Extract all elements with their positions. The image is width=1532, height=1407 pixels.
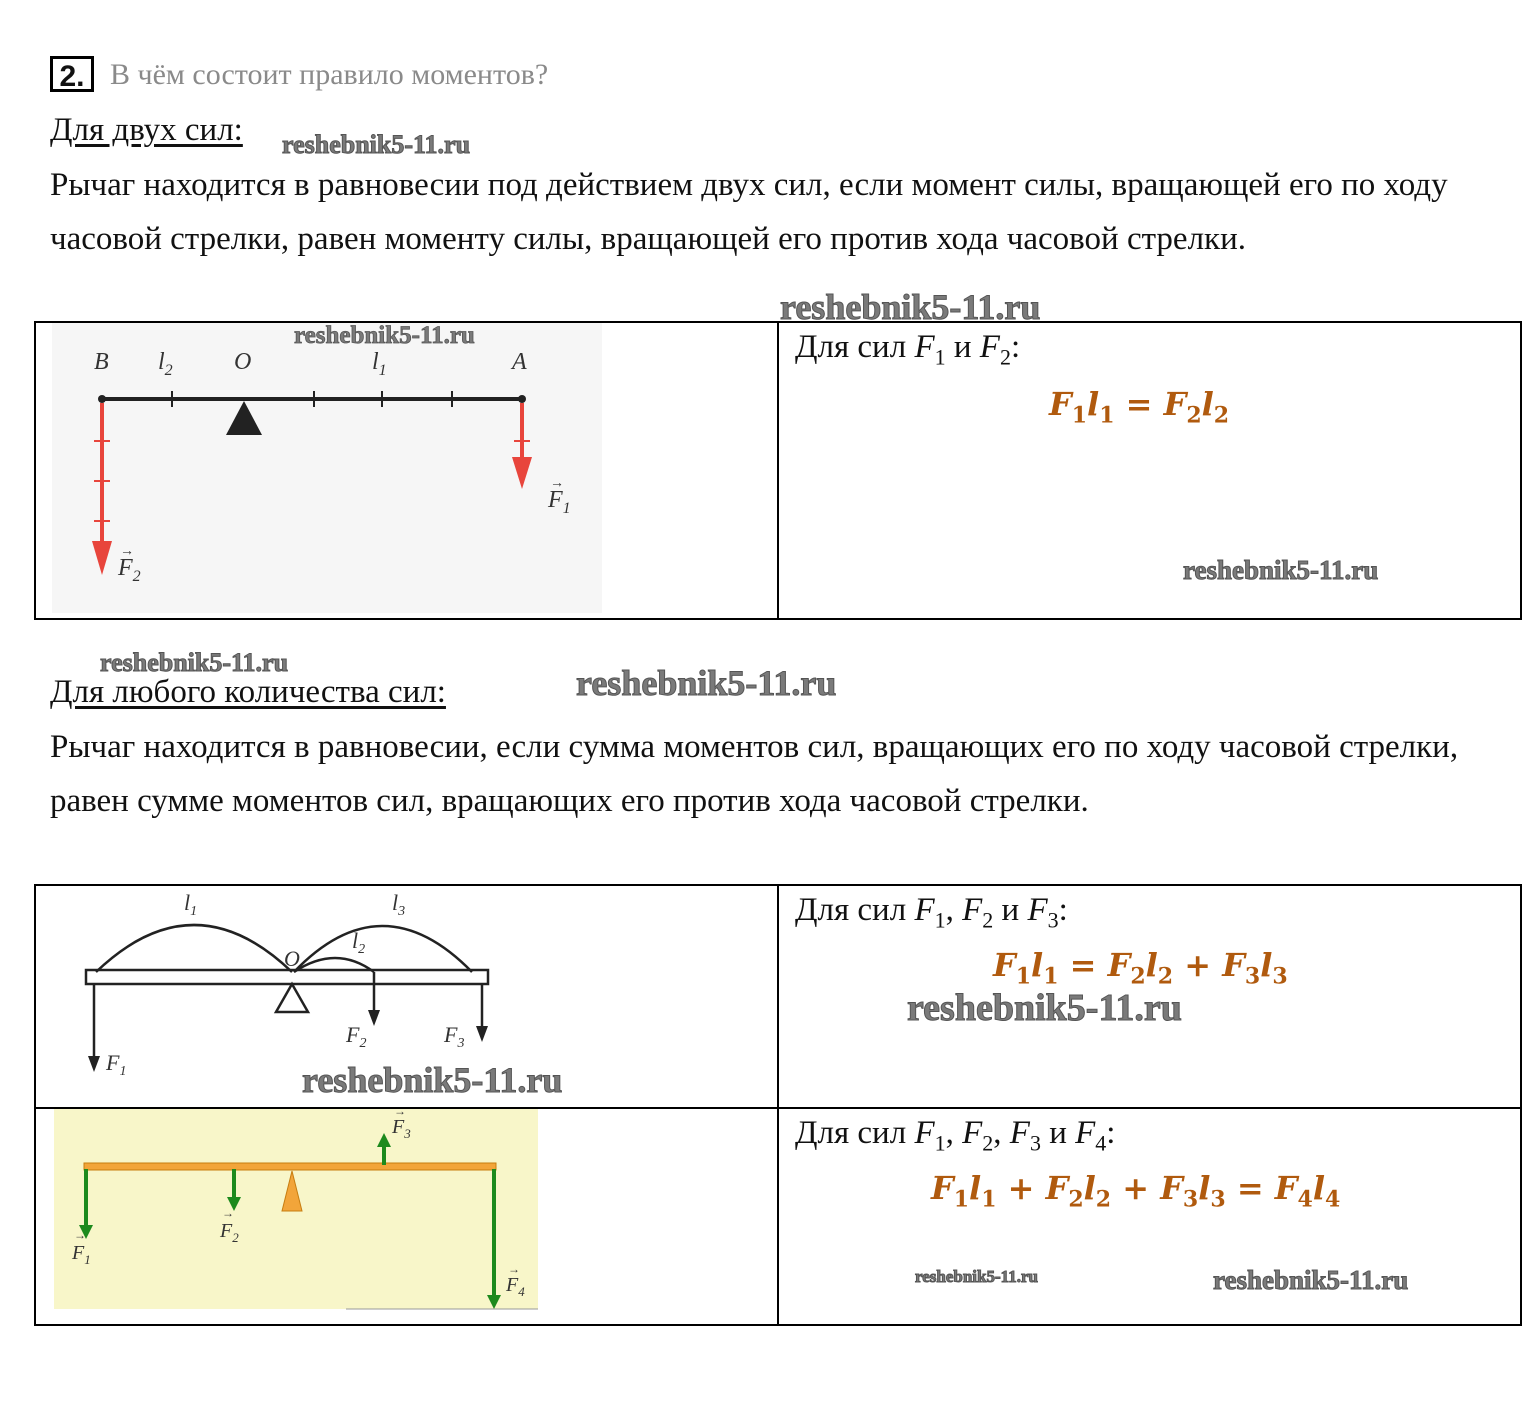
two-forces-table (34, 321, 1522, 620)
watermark: reshebnik5-11.ru (1183, 555, 1379, 585)
four-forces-formula: $F_1l_1 + F_2l_2 + F_3l_3 = F_4l_4$ (931, 1169, 1341, 1213)
label-f3: $F_3$ (392, 1116, 411, 1141)
two-forces-formula: $F_1l_1 = F_2l_2$ (1049, 385, 1230, 429)
lever-two-forces-diagram (36, 323, 777, 613)
label-f1: $F_1$ (548, 487, 571, 517)
any-forces-text: Рычаг находится в равновесии, если сумма моментов сил, вращающих его по ходу часовой стрелки, равен сумме моментов сил, вращающих его против хода часовой стрелки. (50, 729, 1459, 819)
any-forces-table (34, 884, 1522, 1326)
question-number: 2. (50, 56, 94, 92)
svg-text:→: → (120, 544, 134, 559)
four-forces-diagram-cell (35, 1108, 778, 1325)
svg-text:→: → (508, 1262, 520, 1276)
four-forces-label: Для сил $F_1$, $F_2$, $F_3$ и $F_4$: (795, 1115, 1116, 1156)
watermark: reshebnik5-11.ru (915, 1267, 1038, 1286)
three-forces-label: Для сил $F_1$, $F_2$ и $F_3$: (795, 892, 1068, 933)
three-forces-formula-cell (778, 885, 1521, 1108)
two-forces-formula-cell (778, 322, 1521, 619)
label-f2: $F_2$ (220, 1220, 239, 1245)
lever-four-forces-diagram (36, 1109, 777, 1319)
watermark: reshebnik5-11.ru (282, 130, 471, 159)
four-forces-formula-cell (778, 1108, 1521, 1325)
two-forces-text: Рычаг находится в равновесии под действием двух сил, если момент силы, вращающей его по ходу часовой стрелки, равен моменту силы, вращающей его против хода часовой стрелки. (50, 167, 1448, 257)
three-forces-diagram-cell (35, 885, 778, 1108)
label-f3: $F_3$ (444, 1022, 465, 1051)
arc-l3 (294, 926, 472, 972)
any-forces-heading: Для любого количества сил: (50, 674, 446, 710)
lever-beam (84, 1163, 496, 1170)
watermark: reshebnik5-11.ru (780, 287, 1041, 327)
arc-l1 (96, 925, 292, 972)
label-o: O (234, 349, 252, 375)
watermark: reshebnik5-11.ru (294, 323, 475, 349)
svg-text:→: → (550, 476, 564, 491)
label-f2: $F_2$ (118, 555, 141, 585)
label-b: B (94, 349, 109, 375)
watermark: reshebnik5-11.ru (302, 1060, 563, 1100)
lever-beam (86, 970, 488, 984)
svg-text:→: → (74, 1228, 86, 1242)
fulcrum-icon (276, 984, 308, 1012)
label-l3: $l_3$ (392, 890, 406, 919)
watermark: reshebnik5-11.ru (100, 648, 289, 677)
question-text: В чём состоит правило моментов? (110, 58, 549, 91)
lever-three-forces-diagram (36, 886, 777, 1102)
label-f1: $F_1$ (106, 1050, 127, 1079)
watermark: reshebnik5-11.ru (907, 987, 1182, 1029)
label-f1: $F_1$ (72, 1242, 91, 1267)
watermark: reshebnik5-11.ru (1213, 1265, 1409, 1295)
label-a: A (512, 349, 527, 375)
watermark: reshebnik5-11.ru (576, 663, 837, 703)
label-o: O (284, 946, 300, 971)
two-forces-label: Для сил $F_1$ и $F_2$: (795, 329, 1021, 370)
label-l2: $l_2$ (158, 349, 173, 379)
svg-text:→: → (394, 1109, 406, 1118)
label-l1: $l_1$ (184, 890, 198, 919)
svg-text:→: → (222, 1206, 234, 1220)
label-f2: $F_2$ (346, 1022, 367, 1051)
three-forces-formula: $F_1l_1 = F_2l_2 + F_3l_3$ (993, 946, 1288, 990)
label-l1: $l_1$ (372, 349, 387, 379)
two-forces-diagram-cell (35, 322, 778, 619)
label-l2: $l_2$ (352, 928, 366, 957)
label-f4: $F_4$ (506, 1274, 525, 1299)
two-forces-heading: Для двух сил: (50, 112, 243, 148)
